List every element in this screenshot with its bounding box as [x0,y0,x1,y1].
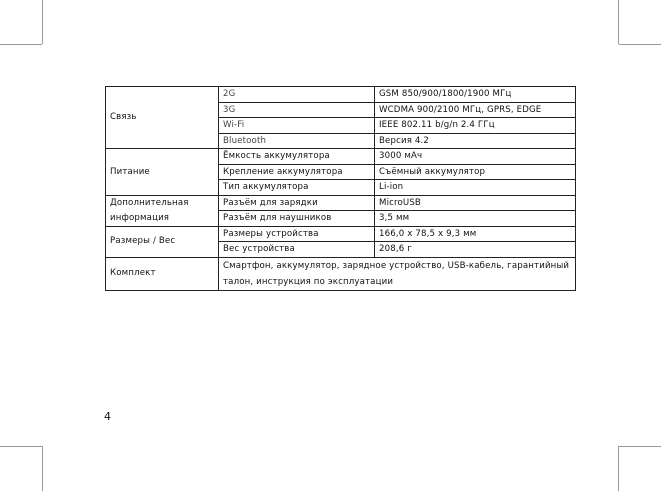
param-cell: Крепление аккумулятора [219,164,375,180]
value-cell: 208,6 г [375,242,576,258]
specifications-table [105,86,576,291]
value-cell: 3000 мАч [375,149,576,165]
value-cell: Съёмный аккумулятор [375,164,576,180]
value-cell: 166,0 x 78,5 x 9,3 мм [375,226,576,242]
value-cell: IEEE 802.11 b/g/n 2.4 ГГц [375,118,576,134]
table-row [106,257,576,290]
param-cell: Разъём для наушников [219,211,375,227]
table-row [106,149,576,165]
param-cell: Размеры устройства [219,226,375,242]
param-cell: Вес устройства [219,242,375,258]
crop-mark-top-right-h [619,44,661,45]
value-cell: Версия 4.2 [375,133,576,149]
table-row [106,87,576,103]
value-cell: 3,5 мм [375,211,576,227]
param-cell: Bluetooth [219,133,375,149]
param-cell: 2G [219,87,375,103]
crop-mark-top-left-h [0,44,42,45]
category-power: Питание [106,149,219,196]
value-cell: Li-ion [375,180,576,196]
param-cell: Ёмкость аккумулятора [219,149,375,165]
page-number: 4 [104,410,111,423]
crop-mark-top-left [42,0,43,44]
value-cell: WCDMA 900/2100 МГц, GPRS, EDGE [375,102,576,118]
crop-mark-bottom-right [618,446,619,491]
table-row [106,195,576,211]
table-row [106,226,576,242]
param-cell: Разъём для зарядки [219,195,375,211]
category-package-contents: Комплект [106,257,219,290]
param-cell: Wi-Fi [219,118,375,134]
category-connectivity: Связь [106,87,219,149]
crop-mark-bottom-right-h [619,446,661,447]
crop-mark-top-right [618,0,619,44]
param-cell: 3G [219,102,375,118]
crop-mark-bottom-left [42,446,43,491]
param-cell: Тип аккумулятора [219,180,375,196]
category-additional-info: Дополнительная информация [106,195,219,226]
value-cell: GSM 850/900/1800/1900 МГц [375,87,576,103]
category-dimensions-weight: Размеры / Вес [106,226,219,257]
value-cell: MicroUSB [375,195,576,211]
package-contents-cell: Смартфон, аккумулятор, зарядное устройство, USB-кабель, гарантийный талон, инструкция по эксплуатации [219,257,576,290]
crop-mark-bottom-left-h [0,446,42,447]
